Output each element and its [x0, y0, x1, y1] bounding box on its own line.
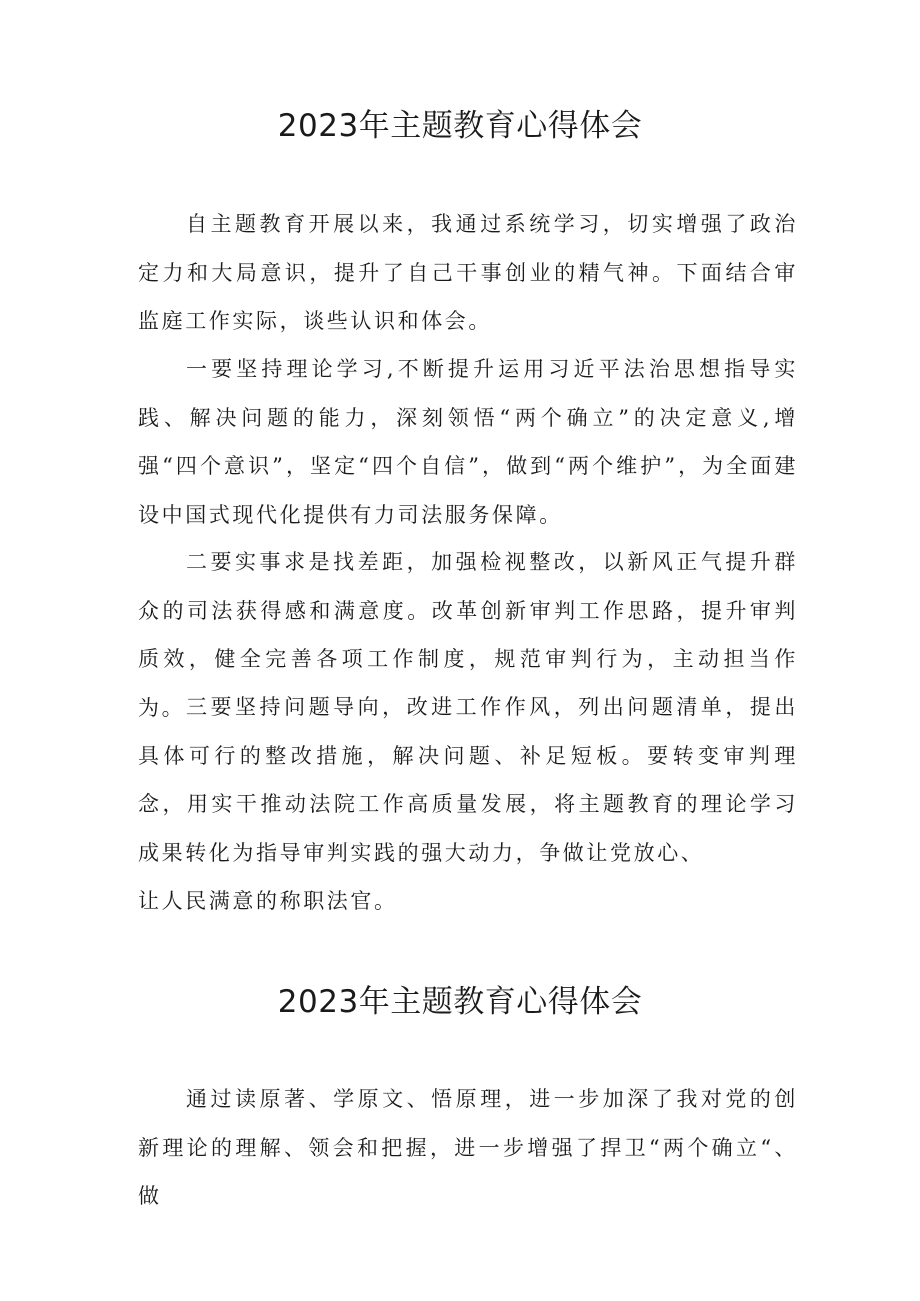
section-1-paragraph-4: 三要坚持问题导向，改进工作作风，列出问题清单，提出具体可行的整改措施，解决问题、补足短板。要转变审判理念，用实干推动法院工作高质量发展，将主题教育的理论学习成果转化为指导审判实践的强大动力，争做让党放心、	[138, 695, 798, 865]
section-2-paragraph-1: 通过读原著、学原文、悟原理，进一步加深了我对党的创新理论的理解、领会和把握，进一步增强了捍卫“两个确立“、做	[138, 1087, 798, 1208]
section-2-title: 2023年主题教育心得体会	[277, 984, 643, 1020]
section-1-title: 2023年主题教育心得体会	[277, 108, 643, 144]
section-1-paragraph-2: 一要坚持理论学习,不断提升运用习近平法治思想指导实践、解决问题的能力，深刻领悟“两个确立”的决定意义,增强“四个意识”，坚定“四个自信”，做到“两个维护”，为全面建设中国式现代化提供有力司法服务保障。	[138, 357, 798, 527]
section-1-paragraph-1: 自主题教育开展以来，我通过系统学习，切实增强了政治定力和大局意识，提升了自己干事创业的精气神。下面结合审监庭工作实际，谈些认识和体会。	[138, 212, 798, 333]
section-1-paragraph-5: 让人民满意的称职法官。	[138, 889, 398, 913]
section-1-paragraph-3: 二要实事求是找差距，加强检视整改，以新风正气提升群众的司法获得感和满意度。改革创新审判工作思路，提升审判质效，健全完善各项工作制度，规范审判行为，主动担当作为。	[138, 550, 798, 720]
